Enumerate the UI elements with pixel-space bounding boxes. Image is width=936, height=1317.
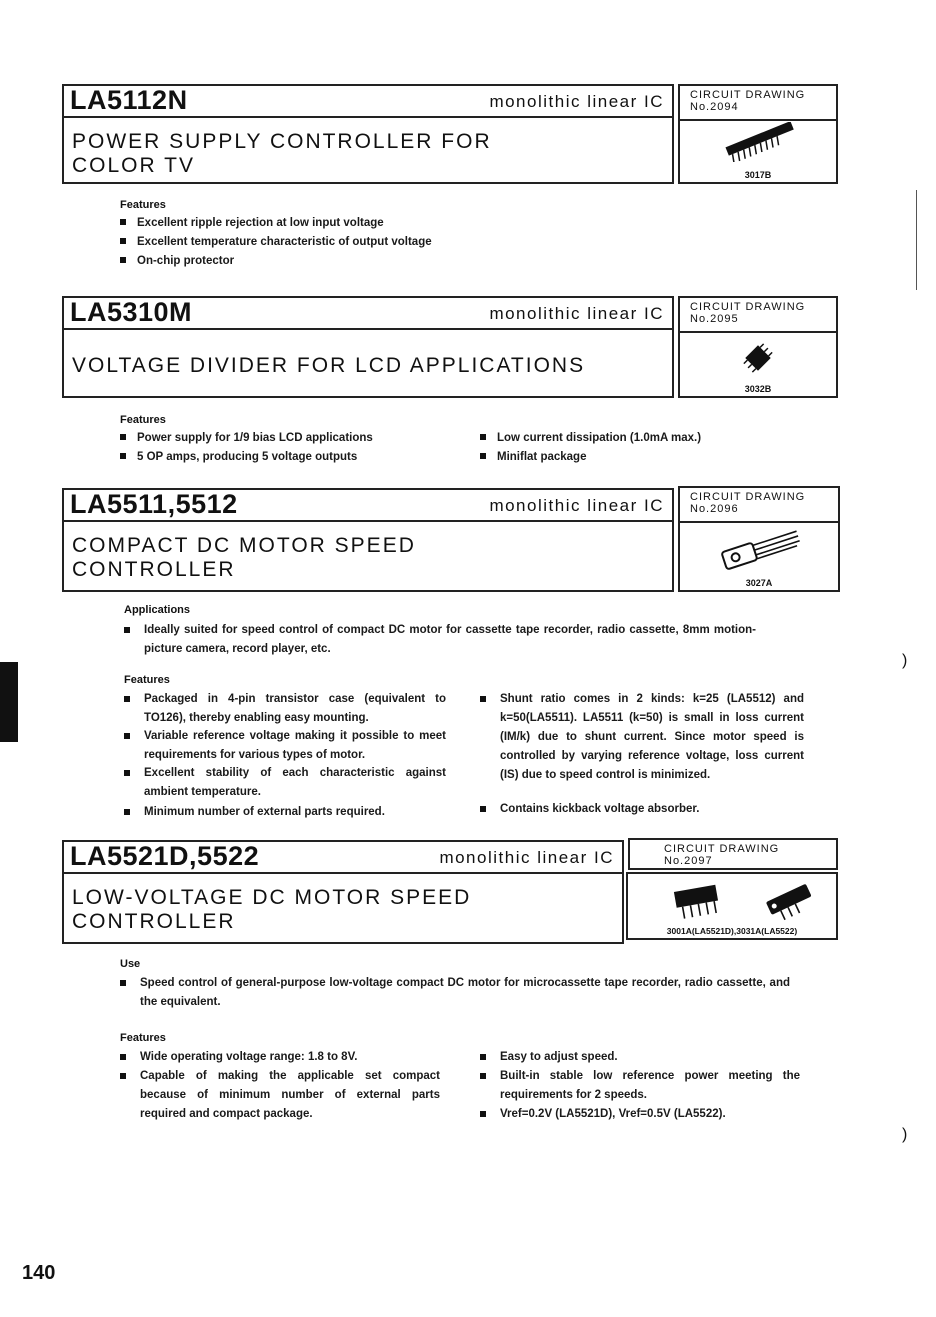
feature-item: Built-in stable low reference power meeting the requirements for 2 speeds. (500, 1067, 800, 1105)
margin-mark: ) (902, 1126, 908, 1143)
la5521d-title-row (64, 842, 622, 874)
drawing-number: No.2096 (690, 503, 739, 515)
la5112n-title-row (64, 86, 672, 118)
circuit-drawing-label (630, 840, 836, 873)
package-code: 3027A (745, 578, 773, 588)
drawing-number: No.2094 (690, 101, 739, 113)
applications-heading: Applications (124, 604, 191, 616)
circuit-drawing-label-box (628, 838, 838, 870)
feature-item: Packaged in 4-pin transistor case (equivalent to TO126), thereby enabling easy mounting. (144, 690, 446, 728)
circuit-drawing-caption: CIRCUIT DRAWING (690, 89, 806, 101)
feature-item: Vref=0.2V (LA5521D), Vref=0.5V (LA5522). (500, 1105, 800, 1124)
la5112n-header-box (62, 84, 674, 184)
title-line: COMPACT DC MOTOR SPEED (72, 534, 416, 557)
miniflat-package-icon (738, 338, 778, 378)
la5310m-title-row (64, 298, 672, 330)
product-title (72, 130, 492, 178)
part-number: LA5521D,5522 (70, 841, 260, 871)
circuit-drawing-label (680, 86, 836, 121)
la5310m-header-box (62, 296, 674, 398)
product-title (72, 534, 416, 582)
circuit-drawing-box (626, 872, 838, 940)
feature-item: Capable of making the applicable set compact because of minimum number of external parts required and compact package. (140, 1067, 440, 1124)
part-number: LA5511,5512 (70, 489, 238, 519)
feature-item: Variable reference voltage making it possible to meet requirements for various types of motor. (144, 727, 446, 765)
la5511-header-box (62, 488, 674, 592)
drawing-number: No.2095 (690, 313, 739, 325)
product-title (72, 354, 585, 378)
features-heading: Features (120, 199, 166, 211)
feature-item: Power supply for 1/9 bias LCD applications (120, 429, 373, 448)
title-line: LOW-VOLTAGE DC MOTOR SPEED (72, 886, 472, 909)
feature-item: Miniflat package (480, 448, 586, 467)
circuit-drawing-caption: CIRCUIT DRAWING (664, 843, 780, 855)
feature-item: Wide operating voltage range: 1.8 to 8V. (140, 1048, 440, 1067)
circuit-drawing-label (680, 488, 838, 523)
ic-type-label: monolithic linear IC (489, 92, 664, 111)
margin-rule (916, 190, 917, 290)
la5521d-header-box (62, 840, 624, 944)
sip-small-package-icon (760, 882, 820, 922)
use-heading: Use (120, 958, 141, 970)
title-line: CONTROLLER (72, 558, 236, 581)
title-line: COLOR TV (72, 154, 195, 177)
circuit-drawing-caption: CIRCUIT DRAWING (690, 301, 806, 313)
feature-item: Minimum number of external parts required. (144, 803, 446, 822)
circuit-drawing-caption: CIRCUIT DRAWING (690, 491, 806, 503)
package-code: 3032B (744, 384, 772, 394)
title-line: CONTROLLER (72, 910, 236, 933)
feature-item: Excellent stability of each characteristic against ambient temperature. (144, 764, 446, 802)
margin-mark: ) (902, 652, 908, 669)
ic-type-label: monolithic linear IC (439, 848, 614, 867)
ic-type-label: monolithic linear IC (489, 496, 664, 515)
dip-package-icon (668, 880, 728, 924)
title-line: POWER SUPPLY CONTROLLER FOR (72, 130, 492, 153)
feature-item: 5 OP amps, producing 5 voltage outputs (120, 448, 357, 467)
package-code: 3001A(LA5521D),3031A(LA5522) (666, 926, 798, 936)
la5511-title-row (64, 490, 672, 522)
feature-item: Easy to adjust speed. (500, 1048, 800, 1067)
features-heading: Features (120, 414, 166, 426)
feature-item: On-chip protector (120, 252, 234, 271)
margin-tab-marker (0, 662, 18, 742)
feature-item: Low current dissipation (1.0mA max.) (480, 429, 701, 448)
circuit-drawing-box (678, 296, 838, 398)
sip-package-icon (720, 122, 800, 162)
application-item: Ideally suited for speed control of compact DC motor for cassette tape recorder, radio cassette, 8mm motion-picture camera, record player, etc. (144, 621, 756, 659)
feature-item: Excellent ripple rejection at low input voltage (120, 214, 384, 233)
features-heading: Features (120, 1032, 166, 1044)
part-number: LA5310M (70, 297, 193, 327)
features-heading: Features (124, 674, 170, 686)
circuit-drawing-box (678, 84, 838, 184)
transistor-package-icon (716, 526, 806, 570)
feature-item: Excellent temperature characteristic of output voltage (120, 233, 432, 252)
page-number: 140 (22, 1262, 56, 1284)
use-item: Speed control of general-purpose low-voltage compact DC motor for microcassette tape recorder, radio cassette, and the equivalent. (140, 974, 790, 1012)
part-number: LA5112N (70, 85, 188, 115)
package-code: 3017B (744, 170, 772, 180)
title-line: VOLTAGE DIVIDER FOR LCD APPLICATIONS (72, 354, 586, 377)
ic-type-label: monolithic linear IC (489, 304, 664, 323)
circuit-drawing-box (678, 486, 840, 592)
product-title (72, 886, 471, 934)
feature-item: Shunt ratio comes in 2 kinds: k=25 (LA5512) and k=50(LA5511). LA5511 (k=50) is small in loss current (IM/k) due to shunt current. Since motor speed is controlled by varying reference voltage, loss current (IS) due to speed control is minimized. (500, 690, 804, 785)
feature-item: Contains kickback voltage absorber. (500, 800, 804, 819)
circuit-drawing-label (680, 298, 836, 333)
drawing-number: No.2097 (664, 855, 713, 867)
